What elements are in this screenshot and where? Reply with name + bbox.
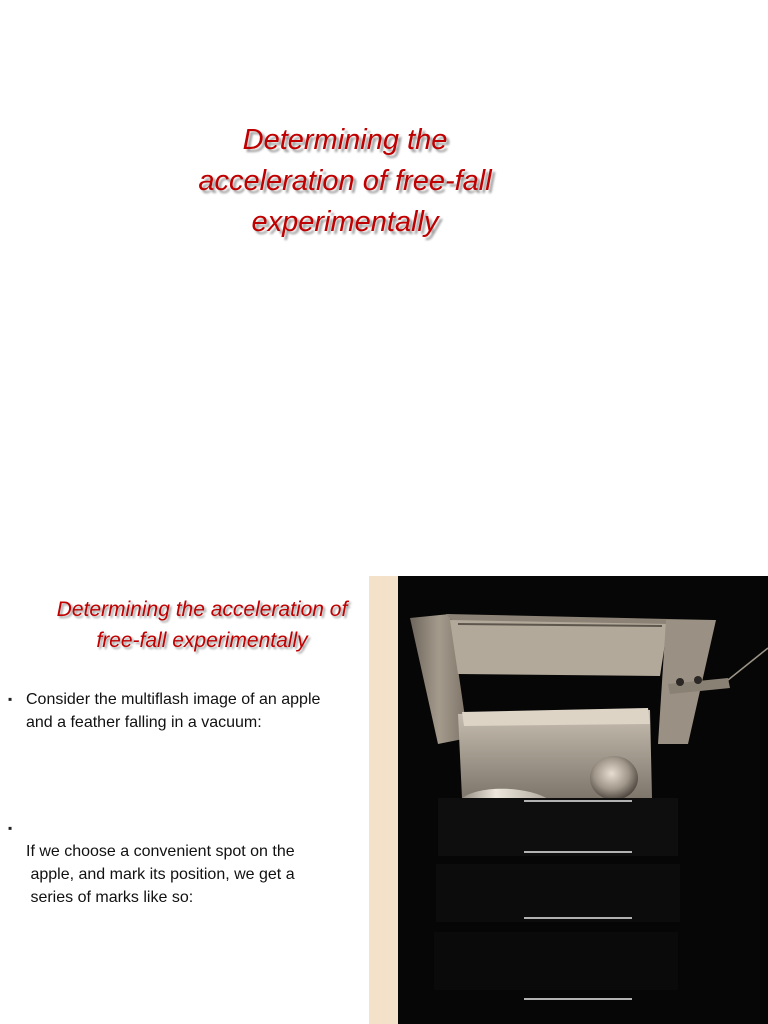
title-line: acceleration of free-fall — [198, 165, 492, 197]
bullet-line: series of marks like so: — [26, 889, 194, 906]
bullet-marker-icon: ▪ — [8, 821, 13, 835]
flash-frame — [436, 864, 680, 922]
release-string — [728, 648, 768, 680]
heading-line: free-fall experimentally — [96, 629, 308, 652]
slide-title — [150, 120, 540, 243]
heading-line: Determining the acceleration of — [56, 598, 348, 621]
bullet-line: apple, and mark its position, we get a — [26, 866, 295, 883]
bullet-text — [26, 688, 363, 734]
bullet-point — [8, 817, 363, 909]
lever-pin — [676, 678, 684, 686]
flash-frame — [434, 932, 678, 990]
bullet-point — [8, 688, 363, 734]
apple — [590, 756, 638, 800]
frame-top-panel — [450, 620, 668, 676]
bullet-line: Consider the multiflash image of an apple — [26, 691, 321, 708]
content-slide — [0, 576, 768, 1024]
flash-frame — [438, 798, 678, 856]
decorative-strip — [369, 576, 398, 1024]
bullet-text — [26, 817, 363, 909]
title-line: experimentally — [251, 206, 439, 238]
drop-box-lid — [462, 708, 650, 726]
title-line: Determining the — [242, 124, 448, 156]
bullet-line: and a feather falling in a vacuum: — [26, 714, 262, 731]
bullet-line: If we choose a convenient spot on the — [26, 843, 295, 860]
multiflash-image — [398, 576, 768, 1024]
lever-pin — [694, 676, 702, 684]
slide-heading — [34, 594, 370, 656]
bullet-marker-icon: ▪ — [8, 692, 13, 706]
multiflash-photo — [398, 576, 768, 1024]
